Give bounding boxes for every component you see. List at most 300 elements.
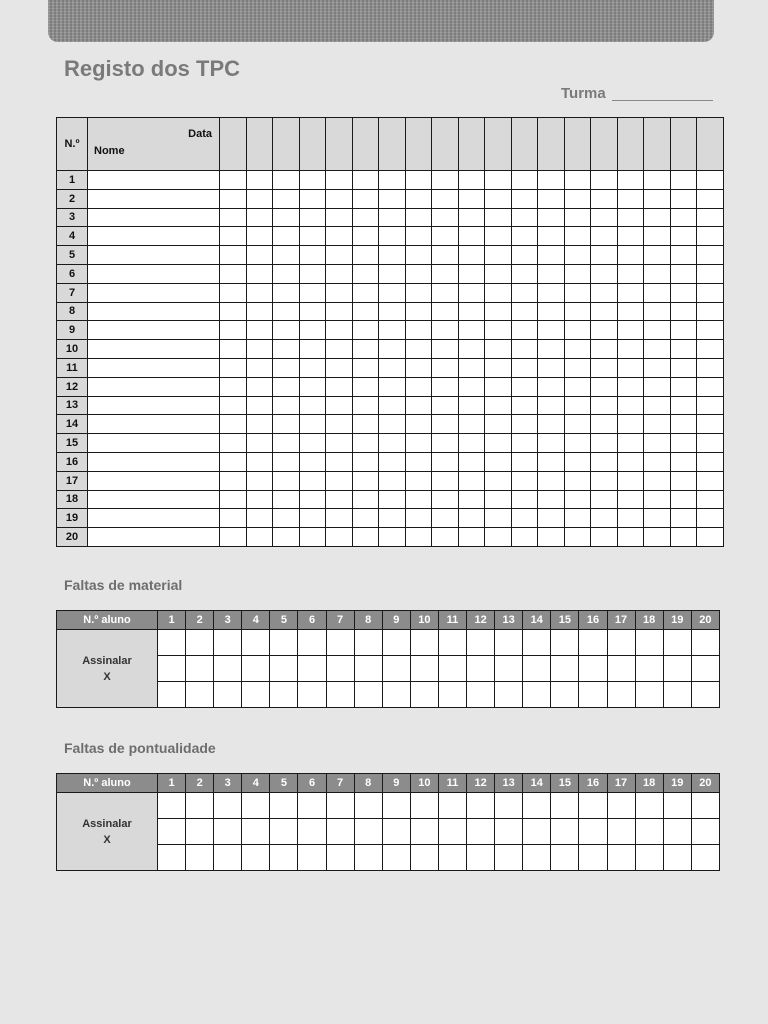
homework-check-cell[interactable] [273,434,300,453]
homework-check-cell[interactable] [538,283,565,302]
homework-check-cell[interactable] [511,358,538,377]
homework-check-cell[interactable] [458,490,485,509]
homework-check-cell[interactable] [432,396,459,415]
absence-check-cell[interactable] [523,682,551,708]
absence-check-cell[interactable] [551,819,579,845]
homework-check-cell[interactable] [299,434,326,453]
homework-check-cell[interactable] [644,171,671,190]
homework-check-cell[interactable] [458,452,485,471]
absence-check-cell[interactable] [298,682,326,708]
absence-check-cell[interactable] [495,656,523,682]
absence-check-cell[interactable] [607,819,635,845]
homework-check-cell[interactable] [405,340,432,359]
homework-check-cell[interactable] [644,321,671,340]
homework-check-cell[interactable] [405,358,432,377]
homework-check-cell[interactable] [273,490,300,509]
absence-check-cell[interactable] [242,793,270,819]
homework-check-cell[interactable] [273,377,300,396]
absence-check-cell[interactable] [523,630,551,656]
homework-check-cell[interactable] [458,528,485,547]
homework-check-cell[interactable] [220,509,247,528]
homework-check-cell[interactable] [644,471,671,490]
absence-check-cell[interactable] [326,793,354,819]
homework-check-cell[interactable] [538,246,565,265]
homework-check-cell[interactable] [379,340,406,359]
homework-check-cell[interactable] [220,396,247,415]
homework-check-cell[interactable] [246,358,273,377]
homework-check-cell[interactable] [432,189,459,208]
homework-check-cell[interactable] [246,189,273,208]
homework-check-cell[interactable] [564,283,591,302]
homework-check-cell[interactable] [299,377,326,396]
homework-check-cell[interactable] [273,509,300,528]
homework-check-cell[interactable] [405,528,432,547]
homework-check-cell[interactable] [352,246,379,265]
absence-check-cell[interactable] [214,630,242,656]
absence-check-cell[interactable] [495,793,523,819]
homework-check-cell[interactable] [326,528,353,547]
date-column-header[interactable] [246,118,273,171]
date-column-header[interactable] [670,118,697,171]
homework-check-cell[interactable] [670,189,697,208]
homework-check-cell[interactable] [458,283,485,302]
absence-check-cell[interactable] [326,845,354,871]
homework-check-cell[interactable] [564,340,591,359]
absence-check-cell[interactable] [467,819,495,845]
homework-check-cell[interactable] [458,509,485,528]
absence-check-cell[interactable] [158,656,186,682]
homework-check-cell[interactable] [220,246,247,265]
homework-check-cell[interactable] [564,396,591,415]
homework-check-cell[interactable] [246,415,273,434]
homework-check-cell[interactable] [246,321,273,340]
homework-check-cell[interactable] [644,189,671,208]
homework-check-cell[interactable] [273,452,300,471]
homework-check-cell[interactable] [644,509,671,528]
homework-check-cell[interactable] [326,434,353,453]
homework-check-cell[interactable] [299,171,326,190]
homework-check-cell[interactable] [326,396,353,415]
date-column-header[interactable] [273,118,300,171]
homework-check-cell[interactable] [485,434,512,453]
absence-check-cell[interactable] [635,630,663,656]
homework-check-cell[interactable] [246,283,273,302]
homework-check-cell[interactable] [220,283,247,302]
homework-check-cell[interactable] [538,396,565,415]
homework-check-cell[interactable] [432,283,459,302]
homework-check-cell[interactable] [432,528,459,547]
homework-check-cell[interactable] [485,246,512,265]
homework-check-cell[interactable] [299,358,326,377]
absence-check-cell[interactable] [270,845,298,871]
absence-check-cell[interactable] [298,793,326,819]
homework-check-cell[interactable] [670,471,697,490]
homework-check-cell[interactable] [564,264,591,283]
absence-check-cell[interactable] [214,793,242,819]
homework-check-cell[interactable] [352,283,379,302]
homework-check-cell[interactable] [352,321,379,340]
homework-check-cell[interactable] [670,283,697,302]
homework-check-cell[interactable] [379,283,406,302]
homework-check-cell[interactable] [564,321,591,340]
homework-check-cell[interactable] [697,528,724,547]
homework-check-cell[interactable] [246,302,273,321]
homework-check-cell[interactable] [617,452,644,471]
homework-check-cell[interactable] [697,340,724,359]
homework-check-cell[interactable] [511,528,538,547]
homework-check-cell[interactable] [273,264,300,283]
absence-check-cell[interactable] [354,682,382,708]
homework-check-cell[interactable] [697,171,724,190]
homework-check-cell[interactable] [670,321,697,340]
student-name-cell[interactable] [88,490,220,509]
homework-check-cell[interactable] [644,377,671,396]
homework-check-cell[interactable] [273,171,300,190]
homework-check-cell[interactable] [432,509,459,528]
homework-check-cell[interactable] [220,302,247,321]
absence-check-cell[interactable] [214,845,242,871]
homework-check-cell[interactable] [405,377,432,396]
homework-check-cell[interactable] [246,377,273,396]
absence-check-cell[interactable] [495,845,523,871]
homework-check-cell[interactable] [697,283,724,302]
date-column-header[interactable] [432,118,459,171]
homework-check-cell[interactable] [697,208,724,227]
homework-check-cell[interactable] [220,452,247,471]
absence-check-cell[interactable] [382,845,410,871]
homework-check-cell[interactable] [405,490,432,509]
absence-check-cell[interactable] [438,819,466,845]
homework-check-cell[interactable] [326,208,353,227]
homework-check-cell[interactable] [485,302,512,321]
date-column-header[interactable] [220,118,247,171]
homework-check-cell[interactable] [485,471,512,490]
homework-check-cell[interactable] [670,171,697,190]
homework-check-cell[interactable] [617,490,644,509]
homework-check-cell[interactable] [352,358,379,377]
homework-check-cell[interactable] [246,208,273,227]
homework-check-cell[interactable] [670,452,697,471]
homework-check-cell[interactable] [511,490,538,509]
absence-check-cell[interactable] [523,845,551,871]
homework-check-cell[interactable] [273,208,300,227]
absence-check-cell[interactable] [242,656,270,682]
homework-check-cell[interactable] [326,509,353,528]
homework-check-cell[interactable] [458,321,485,340]
homework-check-cell[interactable] [617,208,644,227]
homework-check-cell[interactable] [299,509,326,528]
homework-check-cell[interactable] [299,246,326,265]
homework-check-cell[interactable] [591,302,618,321]
homework-check-cell[interactable] [405,208,432,227]
homework-check-cell[interactable] [246,396,273,415]
absence-check-cell[interactable] [579,845,607,871]
homework-check-cell[interactable] [432,490,459,509]
homework-check-cell[interactable] [485,377,512,396]
absence-check-cell[interactable] [691,682,719,708]
date-column-header[interactable] [485,118,512,171]
date-column-header[interactable] [511,118,538,171]
homework-check-cell[interactable] [644,358,671,377]
student-name-cell[interactable] [88,340,220,359]
absence-check-cell[interactable] [354,630,382,656]
homework-check-cell[interactable] [538,358,565,377]
homework-check-cell[interactable] [379,171,406,190]
absence-check-cell[interactable] [410,630,438,656]
absence-check-cell[interactable] [354,845,382,871]
absence-check-cell[interactable] [579,630,607,656]
homework-check-cell[interactable] [458,434,485,453]
absence-check-cell[interactable] [410,793,438,819]
homework-check-cell[interactable] [326,189,353,208]
homework-check-cell[interactable] [591,171,618,190]
homework-check-cell[interactable] [273,227,300,246]
date-column-header[interactable] [697,118,724,171]
absence-check-cell[interactable] [495,630,523,656]
homework-check-cell[interactable] [591,471,618,490]
homework-check-cell[interactable] [299,415,326,434]
homework-check-cell[interactable] [220,321,247,340]
homework-check-cell[interactable] [432,340,459,359]
student-name-cell[interactable] [88,171,220,190]
homework-check-cell[interactable] [299,471,326,490]
homework-check-cell[interactable] [591,415,618,434]
homework-check-cell[interactable] [697,415,724,434]
homework-check-cell[interactable] [405,321,432,340]
homework-check-cell[interactable] [670,340,697,359]
homework-check-cell[interactable] [458,189,485,208]
date-column-header[interactable] [379,118,406,171]
absence-check-cell[interactable] [382,630,410,656]
absence-check-cell[interactable] [438,656,466,682]
homework-check-cell[interactable] [299,189,326,208]
homework-check-cell[interactable] [405,509,432,528]
homework-check-cell[interactable] [644,490,671,509]
homework-check-cell[interactable] [644,434,671,453]
date-column-header[interactable] [644,118,671,171]
homework-check-cell[interactable] [352,471,379,490]
homework-check-cell[interactable] [352,528,379,547]
homework-check-cell[interactable] [511,340,538,359]
homework-check-cell[interactable] [644,227,671,246]
homework-check-cell[interactable] [591,227,618,246]
homework-check-cell[interactable] [220,208,247,227]
homework-check-cell[interactable] [273,528,300,547]
homework-check-cell[interactable] [326,377,353,396]
homework-check-cell[interactable] [564,434,591,453]
homework-check-cell[interactable] [697,246,724,265]
student-name-cell[interactable] [88,396,220,415]
homework-check-cell[interactable] [273,189,300,208]
homework-check-cell[interactable] [670,490,697,509]
homework-check-cell[interactable] [538,189,565,208]
student-name-cell[interactable] [88,452,220,471]
homework-check-cell[interactable] [432,264,459,283]
homework-check-cell[interactable] [220,358,247,377]
absence-check-cell[interactable] [467,793,495,819]
absence-check-cell[interactable] [298,845,326,871]
homework-check-cell[interactable] [511,377,538,396]
absence-check-cell[interactable] [579,819,607,845]
homework-check-cell[interactable] [432,471,459,490]
homework-check-cell[interactable] [670,396,697,415]
homework-check-cell[interactable] [670,509,697,528]
homework-check-cell[interactable] [273,283,300,302]
homework-check-cell[interactable] [352,340,379,359]
homework-check-cell[interactable] [697,358,724,377]
homework-check-cell[interactable] [326,264,353,283]
homework-check-cell[interactable] [697,471,724,490]
homework-check-cell[interactable] [511,246,538,265]
homework-check-cell[interactable] [644,246,671,265]
absence-check-cell[interactable] [298,656,326,682]
homework-check-cell[interactable] [485,509,512,528]
homework-check-cell[interactable] [405,415,432,434]
homework-check-cell[interactable] [299,340,326,359]
homework-check-cell[interactable] [379,434,406,453]
homework-check-cell[interactable] [220,528,247,547]
homework-check-cell[interactable] [379,471,406,490]
homework-check-cell[interactable] [299,396,326,415]
homework-check-cell[interactable] [617,302,644,321]
homework-check-cell[interactable] [485,528,512,547]
homework-check-cell[interactable] [564,171,591,190]
homework-check-cell[interactable] [617,471,644,490]
homework-check-cell[interactable] [458,264,485,283]
student-name-cell[interactable] [88,528,220,547]
date-column-header[interactable] [299,118,326,171]
student-name-cell[interactable] [88,415,220,434]
homework-check-cell[interactable] [670,246,697,265]
homework-check-cell[interactable] [326,227,353,246]
homework-check-cell[interactable] [511,189,538,208]
absence-check-cell[interactable] [635,845,663,871]
absence-check-cell[interactable] [551,656,579,682]
student-name-cell[interactable] [88,358,220,377]
homework-check-cell[interactable] [564,302,591,321]
homework-check-cell[interactable] [591,358,618,377]
absence-check-cell[interactable] [467,656,495,682]
homework-check-cell[interactable] [697,189,724,208]
homework-check-cell[interactable] [485,358,512,377]
homework-check-cell[interactable] [352,415,379,434]
homework-check-cell[interactable] [485,171,512,190]
homework-check-cell[interactable] [246,171,273,190]
homework-check-cell[interactable] [299,227,326,246]
homework-check-cell[interactable] [538,227,565,246]
homework-check-cell[interactable] [617,264,644,283]
homework-check-cell[interactable] [591,283,618,302]
homework-check-cell[interactable] [670,302,697,321]
homework-check-cell[interactable] [379,396,406,415]
homework-check-cell[interactable] [564,227,591,246]
homework-check-cell[interactable] [697,490,724,509]
homework-check-cell[interactable] [538,471,565,490]
homework-check-cell[interactable] [458,358,485,377]
homework-check-cell[interactable] [405,452,432,471]
absence-check-cell[interactable] [691,656,719,682]
absence-check-cell[interactable] [186,682,214,708]
homework-check-cell[interactable] [617,189,644,208]
absence-check-cell[interactable] [242,630,270,656]
homework-check-cell[interactable] [644,340,671,359]
absence-check-cell[interactable] [270,819,298,845]
absence-check-cell[interactable] [270,793,298,819]
absence-check-cell[interactable] [326,656,354,682]
homework-check-cell[interactable] [405,302,432,321]
absence-check-cell[interactable] [691,819,719,845]
homework-check-cell[interactable] [273,415,300,434]
date-column-header[interactable] [352,118,379,171]
absence-check-cell[interactable] [691,793,719,819]
homework-check-cell[interactable] [564,471,591,490]
homework-check-cell[interactable] [432,246,459,265]
homework-check-cell[interactable] [458,377,485,396]
absence-check-cell[interactable] [410,845,438,871]
homework-check-cell[interactable] [379,246,406,265]
date-column-header[interactable] [538,118,565,171]
absence-check-cell[interactable] [270,630,298,656]
homework-check-cell[interactable] [299,528,326,547]
homework-check-cell[interactable] [511,302,538,321]
homework-check-cell[interactable] [485,490,512,509]
homework-check-cell[interactable] [485,264,512,283]
student-name-cell[interactable] [88,283,220,302]
homework-check-cell[interactable] [220,227,247,246]
date-column-header[interactable] [326,118,353,171]
homework-check-cell[interactable] [299,452,326,471]
homework-check-cell[interactable] [591,509,618,528]
absence-check-cell[interactable] [551,793,579,819]
homework-check-cell[interactable] [511,509,538,528]
homework-check-cell[interactable] [485,452,512,471]
homework-check-cell[interactable] [379,227,406,246]
homework-check-cell[interactable] [591,377,618,396]
absence-check-cell[interactable] [438,793,466,819]
absence-check-cell[interactable] [158,793,186,819]
homework-check-cell[interactable] [485,283,512,302]
homework-check-cell[interactable] [405,396,432,415]
homework-check-cell[interactable] [379,302,406,321]
homework-check-cell[interactable] [352,171,379,190]
homework-check-cell[interactable] [405,264,432,283]
homework-check-cell[interactable] [326,452,353,471]
homework-check-cell[interactable] [511,434,538,453]
homework-check-cell[interactable] [432,377,459,396]
homework-check-cell[interactable] [617,358,644,377]
homework-check-cell[interactable] [617,509,644,528]
absence-check-cell[interactable] [523,793,551,819]
date-column-header[interactable] [617,118,644,171]
homework-check-cell[interactable] [246,227,273,246]
homework-check-cell[interactable] [670,528,697,547]
homework-check-cell[interactable] [352,509,379,528]
homework-check-cell[interactable] [617,528,644,547]
date-column-header[interactable] [458,118,485,171]
homework-check-cell[interactable] [591,396,618,415]
homework-check-cell[interactable] [273,396,300,415]
homework-check-cell[interactable] [246,340,273,359]
homework-check-cell[interactable] [379,208,406,227]
homework-check-cell[interactable] [299,302,326,321]
absence-check-cell[interactable] [551,682,579,708]
absence-check-cell[interactable] [242,819,270,845]
absence-check-cell[interactable] [186,630,214,656]
homework-check-cell[interactable] [670,208,697,227]
absence-check-cell[interactable] [438,682,466,708]
absence-check-cell[interactable] [607,656,635,682]
date-column-header[interactable] [405,118,432,171]
